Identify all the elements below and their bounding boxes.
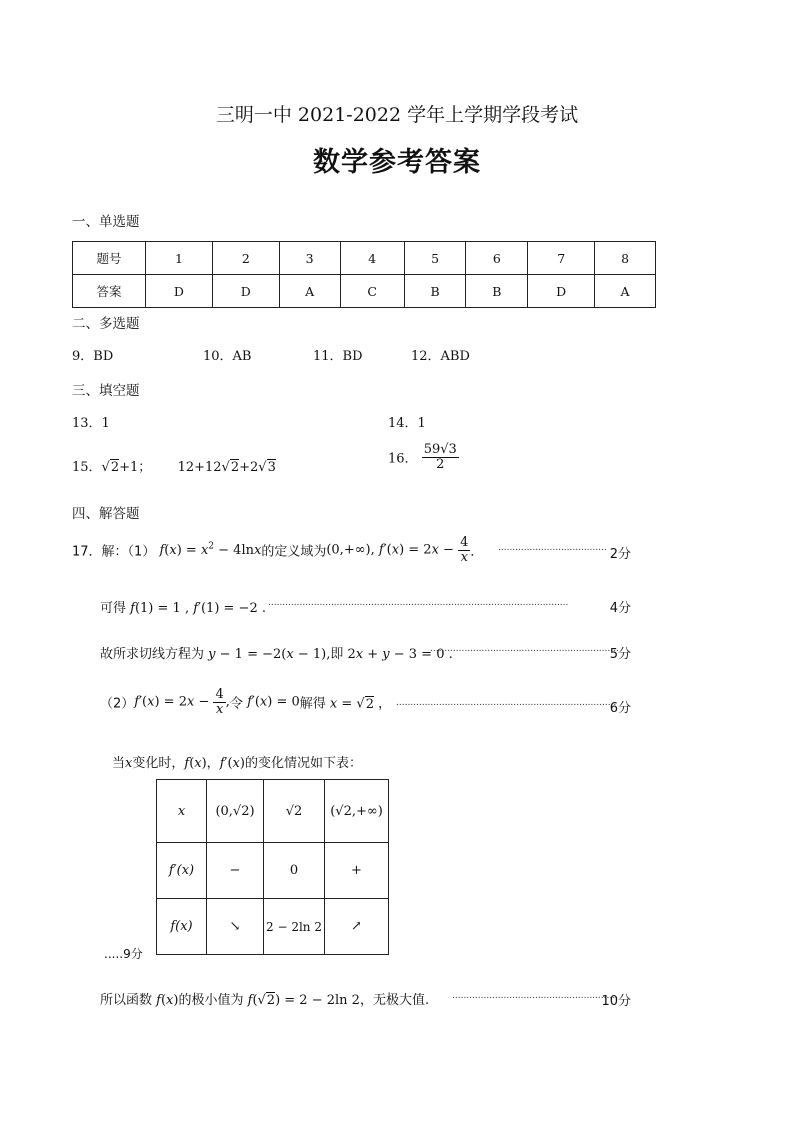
- q17-line-2: [100, 597, 266, 616]
- score-line-6: 10分: [601, 994, 631, 1009]
- q17-line-4-mid2: 解得: [299, 696, 326, 712]
- q17-line-5-a: 当: [112, 756, 126, 771]
- answer-cell: B: [404, 275, 466, 308]
- score-line-2: 4分: [609, 601, 631, 616]
- multi-answer-12: 12．ABD: [411, 349, 470, 364]
- table-cell: −: [207, 843, 264, 899]
- table-cell: x: [157, 780, 207, 843]
- q17-line-5-b: 变化时，: [132, 756, 185, 771]
- q17-line-4-formula-c: x = √2 ，: [329, 696, 392, 712]
- fill-answer-13: 13．1: [72, 416, 110, 431]
- dot-leader: ..........................................................: [452, 991, 618, 1001]
- answer-cell: B: [466, 275, 528, 308]
- q17-fraction: $\frac{4}{x}$: [460, 535, 469, 565]
- multi-answer-11: 11．BD: [313, 349, 363, 364]
- answer-cell: D: [146, 275, 213, 308]
- dot-leader: ......................................: [498, 543, 607, 553]
- q17-part2-label: （2）: [100, 696, 135, 712]
- section-multi-choice-heading: 二、多选题: [72, 316, 140, 332]
- q17-line-6: 所以函数 f(x)的极小值为 f(√2) = 2 − 2ln 2，无极大值.: [100, 993, 430, 1008]
- fill-answer-15: [72, 456, 276, 475]
- q17-line-3-formula-b: 2x + y − 3 = 0 .: [343, 647, 453, 662]
- table-cell: 0: [264, 843, 325, 899]
- answer-cell: D: [212, 275, 279, 308]
- q16-denominator: 2: [436, 456, 445, 472]
- q17-line-4-mid: 令: [229, 696, 243, 712]
- fill-answer-14: 14．1: [388, 416, 426, 431]
- q15-formula-a: √2+1；: [101, 460, 152, 475]
- question-number: 4: [340, 242, 404, 275]
- table-cell: +: [325, 843, 389, 899]
- q17-formula-fx: $f(x) = x^2 - 4\ln x$: [159, 541, 262, 559]
- answer-cell: C: [340, 275, 404, 308]
- q17-line-6-prefix: 所以函数: [100, 993, 153, 1008]
- row-label-number: 题号: [73, 242, 146, 275]
- table-row-answers: [73, 275, 656, 308]
- q16-numerator: 59√3: [423, 442, 457, 457]
- q17-line-3-mid: 即: [330, 647, 344, 662]
- table-cell: (0,√2): [207, 780, 264, 843]
- table-cell: (√2,+∞): [325, 780, 389, 843]
- row-label-answer: 答案: [73, 275, 146, 308]
- section-solution-heading: 四、解答题: [72, 506, 140, 522]
- question-number: 3: [279, 242, 340, 275]
- answer-cell: A: [595, 275, 656, 308]
- q17-line-2-prefix: 可得: [100, 601, 127, 616]
- answer-cell: D: [528, 275, 595, 308]
- q17-line-4-formula-b: f′(x) = 0: [247, 694, 300, 710]
- multi-answer-10: 10．AB: [203, 349, 252, 364]
- q17-domain-formula: (0,+∞), f′(x) = 2x −: [326, 542, 459, 558]
- question-number: 5: [404, 242, 466, 275]
- score-line-3: 5分: [609, 647, 631, 662]
- dot-leader: .............................................................................: [396, 698, 617, 708]
- q17-line-5: 当x变化时，f(x)，f′(x)的变化情况如下表：: [112, 756, 362, 771]
- question-number: 1: [146, 242, 213, 275]
- q16-fraction: [422, 443, 459, 471]
- q17-line-4-formula-a: f′(x) = 2x −: [134, 694, 214, 710]
- score-line-4: 6分: [609, 701, 631, 716]
- q15-formula-b: 12+12√2+2√3: [177, 460, 276, 475]
- answer-cell: A: [279, 275, 340, 308]
- table-cell: 2 − 2ln 2: [264, 899, 325, 955]
- exam-subtitle: 数学参考答案: [313, 147, 481, 178]
- q17-line-3-prefix: 故所求切线方程为: [100, 647, 205, 662]
- table-cell: √2: [264, 780, 325, 843]
- q16-label: 16．: [388, 451, 418, 467]
- q17-line-2-formula: f(1) = 1 , f′(1) = −2 .: [130, 601, 266, 616]
- q17-line-6-mid: 的极小值为: [178, 993, 244, 1008]
- table-row: [157, 899, 389, 955]
- q17-line-3-formula-a: y − 1 = −2(x − 1),: [208, 647, 331, 662]
- question-number: 6: [466, 242, 528, 275]
- question-number: 7: [528, 242, 595, 275]
- table-row: [157, 843, 389, 899]
- q15-label: 15．: [72, 460, 102, 475]
- q17-line-5-c: 的变化情况如下表：: [244, 756, 362, 771]
- q17-line-1: 17．解：（1） $f(x) = x^2 - 4\ln x$的定义域为(0,+∞), f′(x) = 2x − $\frac{4}{x}$ ．: [72, 535, 484, 565]
- section-fill-blank-heading: 三、填空题: [72, 383, 140, 399]
- fill-answer-16: [388, 443, 459, 471]
- section-single-choice-heading: 一、单选题: [72, 214, 140, 230]
- score-line-1: 2分: [609, 547, 631, 562]
- table-score: .....9分: [104, 947, 143, 961]
- table-cell: f′(x): [157, 843, 207, 899]
- q17-line-6-suffix: ，无极大值.: [359, 993, 430, 1008]
- question-number: 2: [212, 242, 279, 275]
- q17-line-3: [100, 643, 453, 662]
- table-cell: ↘: [207, 899, 264, 955]
- q17-domain-text: 的定义域为: [261, 544, 327, 560]
- exam-title: 三明一中 2021-2022 学年上学期学段考试: [215, 104, 579, 126]
- q17-line-4-fraction: $\frac{4}{x}$: [215, 687, 224, 717]
- variation-table: [156, 779, 389, 955]
- q17-label: 17．解：（1）: [72, 544, 156, 560]
- question-number: 8: [595, 242, 656, 275]
- table-row: [157, 780, 389, 843]
- multi-answer-9: 9．BD: [72, 349, 114, 364]
- dot-leader: .........................................................................................................: [268, 598, 569, 608]
- table-row-numbers: [73, 242, 656, 275]
- dot-leader: ..................................................................: [430, 644, 619, 654]
- table-cell: ↗: [325, 899, 389, 955]
- single-choice-answer-table: [72, 241, 656, 308]
- table-cell: f(x): [157, 899, 207, 955]
- q17-line-4: （2）f′(x) = 2x − $\frac{4}{x}$ ,令 f′(x) = 0解得 x = √2 ，: [100, 687, 392, 717]
